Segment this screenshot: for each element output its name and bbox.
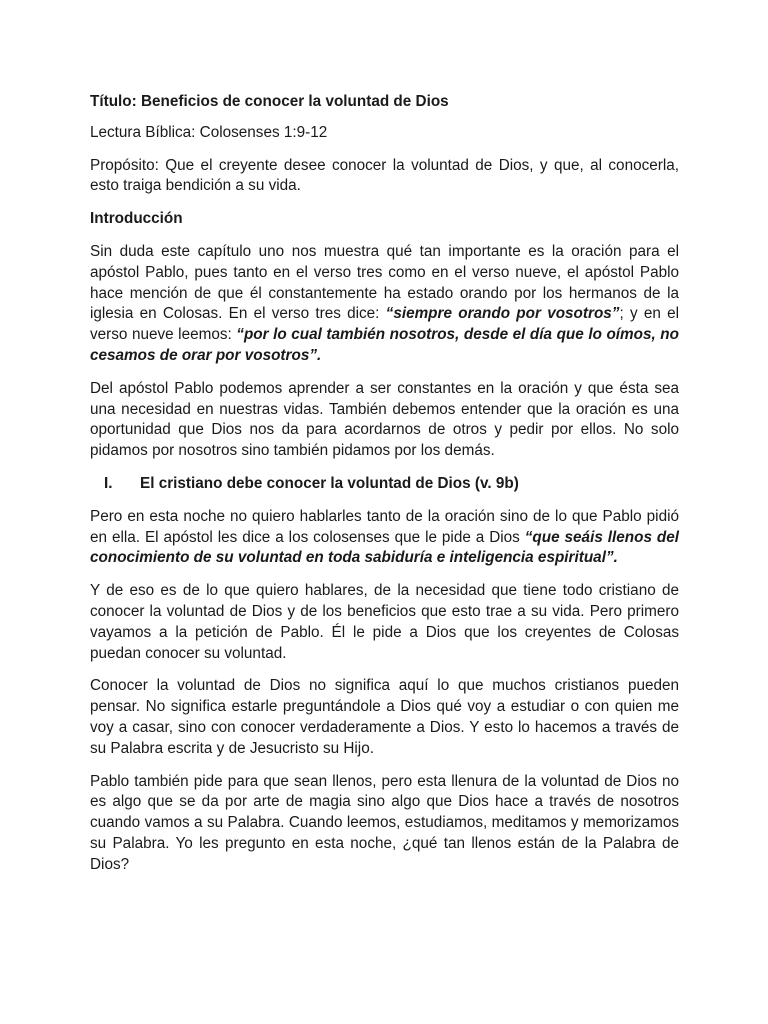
section-1-paragraph-4: Pablo también pide para que sean llenos, pero esta llenura de la voluntad de Dios no es algo que se da por arte de magia sino algo que Dios hace a través de nosotros cuando vamos a su Palabra. Cuando leemos, estudiamos, meditamos y memorizamos su Palabra. Yo les pregunto en esta noche, ¿qué tan llenos están de la Palabra de Dios?: [90, 772, 679, 873]
intro-p1-text-a: Sin duda este capítulo uno nos muestra qué tan importante es la oración para el apóstol Pablo, pues tanto en el verso tres como en el verso nueve, el apóstol Pablo hace mención de que él constantemente ha estado orando por los hermanos de la iglesia en Colosas. En el verso tres dice:: [90, 242, 679, 323]
section-1-paragraph-1: [90, 507, 679, 569]
intro-heading: Introducción: [90, 210, 183, 228]
document-title: Título: Beneficios de conocer la voluntad de Dios: [90, 93, 449, 110]
intro-p1-text-b: ; y en el verso nueve leemos:: [90, 305, 679, 344]
intro-paragraph-2: Del apóstol Pablo podemos aprender a ser constantes en la oración y que ésta sea una necesidad en nuestras vidas. También debemos entender que la oración es una oportunidad que Dios nos da para acordarnos de otros y pedir por ellos. No solo pidamos por nosotros sino también pidamos por los demás.: [90, 379, 679, 460]
intro-paragraph-1: [90, 242, 679, 367]
intro-p1-quote-1: “siempre orando por vosotros”: [385, 305, 620, 323]
section-1-paragraph-2: Y de eso es de lo que quiero hablares, de la necesidad que tiene todo cristiano de conocer la voluntad de Dios y de los beneficios que esto trae a su vida. Pero primero vayamos a la petición de Pablo. Él le pide a Dios que los creyentes de Colosas puedan conocer su voluntad.: [90, 582, 679, 662]
section-1-paragraph-3: Conocer la voluntad de Dios no significa aquí lo que muchos cristianos pueden pensar. No significa estarle preguntándole a Dios qué voy a estudiar o con quien me voy a casar, sino con conocer verdaderamente a Dios. Y esto lo hacemos a través de su Palabra escrita y de Jesucristo su Hijo.: [90, 677, 679, 757]
s1-p1-quote: “que seáis llenos del conocimiento de su voluntad en toda sabiduría e inteligencia espiritual”.: [90, 528, 679, 567]
bible-reading: Lectura Bíblica: Colosenses 1:9-12: [90, 123, 328, 141]
section-1-heading: [90, 474, 679, 495]
document-page: [90, 92, 679, 888]
s1-p1-text: Pero en esta noche no quiero hablarles tanto de la oración sino de lo que Pablo pidió en ella. El apóstol les dice a los colosenses que le pide a Dios: [90, 507, 679, 546]
section-1-number: I.: [104, 474, 113, 492]
intro-p1-quote-2: “por lo cual también nosotros, desde el día que lo oímos, no cesamos de orar por vosotros”.: [90, 326, 679, 364]
section-1-title: El cristiano debe conocer la voluntad de Dios (v. 9b): [140, 474, 519, 492]
purpose-paragraph: Propósito: Que el creyente desee conocer la voluntad de Dios, y que, al conocerla, esto traiga bendición a su vida.: [90, 156, 679, 195]
